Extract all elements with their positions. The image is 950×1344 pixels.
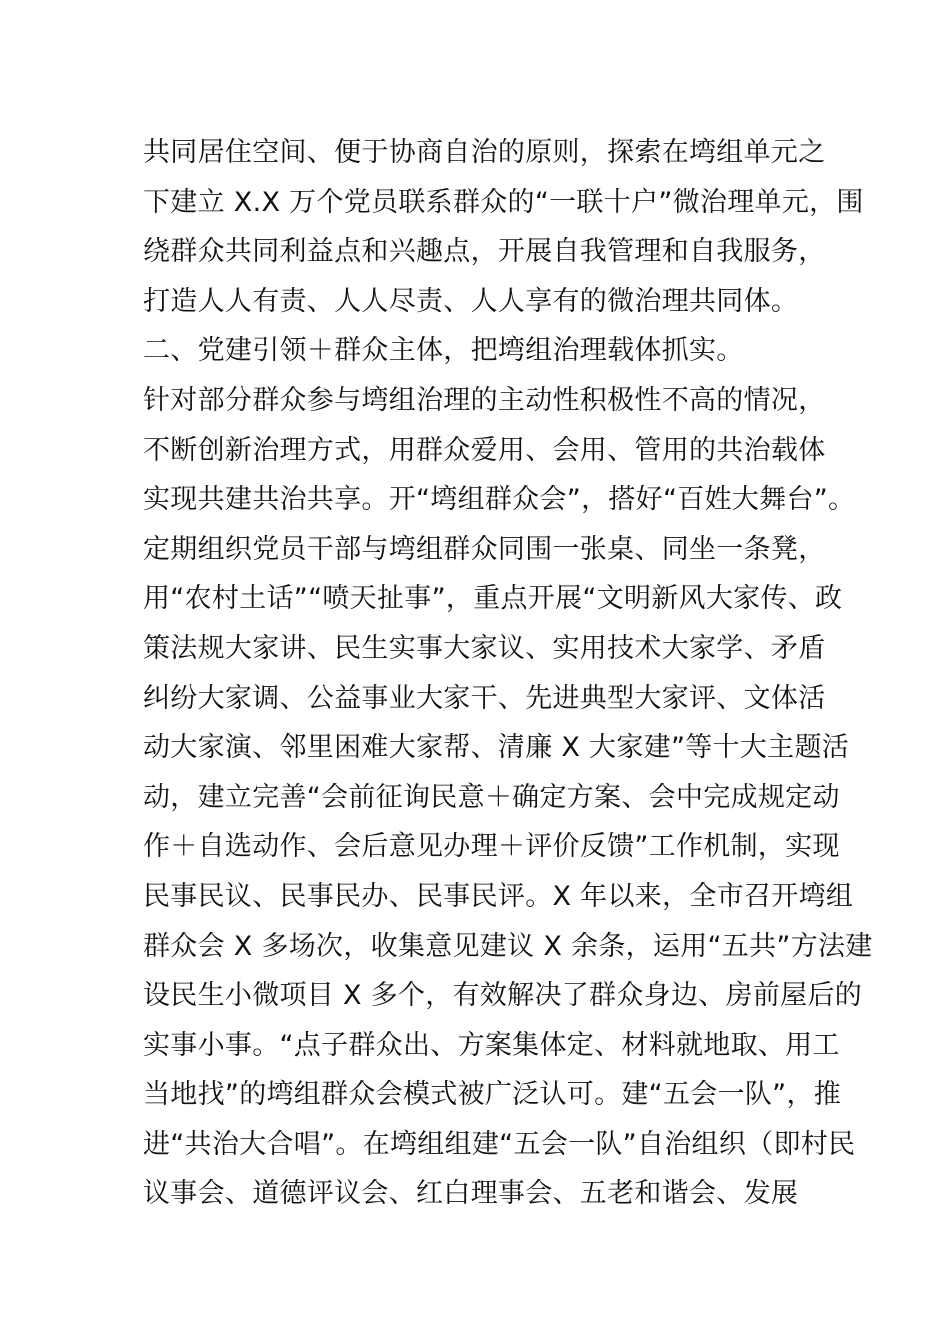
text-line: 定期组织党员干部与塆组群众同围一张桌、同坐一条凳， xyxy=(143,533,826,565)
text-line: 群众会 X 多场次，收集意见建议 X 余条，运用“五共”方法建 xyxy=(143,930,873,962)
text-line: 不断创新治理方式，用群众爱用、会用、管用的共治载体 xyxy=(143,434,826,466)
body-text xyxy=(143,128,873,1219)
text-line: 议事会、道德评议会、红白理事会、五老和谐会、发展 xyxy=(143,1178,799,1210)
text-line: 针对部分群众参与塆组治理的主动性积极性不高的情况， xyxy=(143,384,826,416)
text-line: 绕群众共同利益点和兴趣点，开展自我管理和自我服务， xyxy=(143,236,826,268)
text-line: 打造人人有责、人人尽责、人人享有的微治理共同体。 xyxy=(143,285,799,317)
text-line: 实现共建共治共享。开“塆组群众会”，搭好“百姓大舞台”。 xyxy=(143,484,856,516)
text-line: 用“农村土话”“喷天扯事”，重点开展“文明新风大家传、政 xyxy=(143,583,843,615)
section-heading: 二、党建引领＋群众主体，把塆组治理载体抓实。 xyxy=(143,335,744,367)
text-line: 当地找”的塆组群众会模式被广泛认可。建“五会一队”，推 xyxy=(143,1079,842,1111)
text-line: 作＋自选动作、会后意见办理＋评价反馈”工作机制，实现 xyxy=(143,831,840,863)
text-line: 实事小事。“点子群众出、方案集体定、材料就地取、用工 xyxy=(143,1029,840,1061)
text-line: 动大家演、邻里困难大家帮、清廉 X 大家建”等十大主题活 xyxy=(143,732,850,764)
text-line: 进“共治大合唱”。在塆组组建“五会一队”自治组织（即村民 xyxy=(143,1128,856,1160)
text-line: 下建立 X.X 万个党员联系群众的“一联十户”微治理单元，围 xyxy=(143,186,864,218)
text-line: 动，建立完善“会前征询民意＋确定方案、会中完成规定动 xyxy=(143,781,840,813)
text-line: 策法规大家讲、民生实事大家议、实用技术大家学、矛盾 xyxy=(143,632,826,664)
text-line: 纠纷大家调、公益事业大家干、先进典型大家评、文体活 xyxy=(143,682,826,714)
text-line: 共同居住空间、便于协商自治的原则，探索在塆组单元之 xyxy=(143,137,826,168)
text-line: 设民生小微项目 X 多个，有效解决了群众身边、房前屋后的 xyxy=(143,980,863,1012)
text-line: 民事民议、民事民办、民事民评。X 年以来，全市召开塆组 xyxy=(143,880,854,912)
